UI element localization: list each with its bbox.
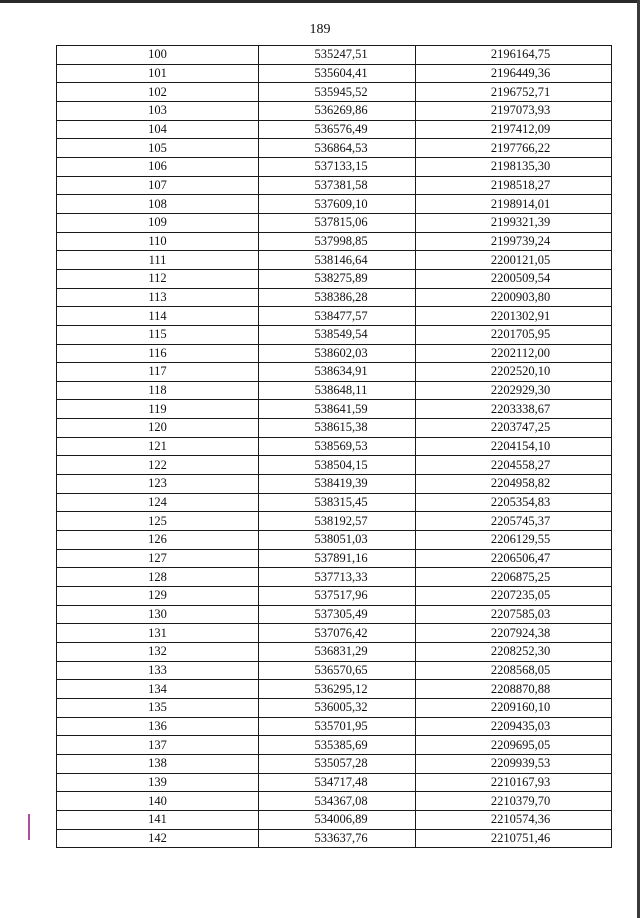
x-coordinate-cell: 537891,16 (259, 549, 416, 568)
y-coordinate-cell: 2204558,27 (416, 456, 612, 475)
x-coordinate-cell: 537381,58 (259, 176, 416, 195)
x-coordinate-cell: 536576,49 (259, 120, 416, 139)
table-row (57, 269, 612, 288)
y-coordinate-cell: 2209435,03 (416, 717, 612, 736)
y-coordinate-cell: 2205354,83 (416, 493, 612, 512)
point-number-cell: 118 (57, 381, 259, 400)
table-row (57, 698, 612, 717)
point-number-cell: 125 (57, 512, 259, 531)
x-coordinate-cell: 535604,41 (259, 64, 416, 83)
point-number-cell: 140 (57, 792, 259, 811)
x-coordinate-cell: 538386,28 (259, 288, 416, 307)
table-row (57, 213, 612, 232)
y-coordinate-cell: 2208252,30 (416, 643, 612, 662)
point-number-cell: 102 (57, 83, 259, 102)
point-number-cell: 119 (57, 400, 259, 419)
point-number-cell: 109 (57, 213, 259, 232)
x-coordinate-cell: 538615,38 (259, 419, 416, 438)
x-coordinate-cell: 534367,08 (259, 792, 416, 811)
point-number-cell: 136 (57, 717, 259, 736)
table-row (57, 773, 612, 792)
x-coordinate-cell: 538051,03 (259, 531, 416, 550)
y-coordinate-cell: 2201302,91 (416, 307, 612, 326)
scan-edge-top (0, 0, 640, 3)
x-coordinate-cell: 537133,15 (259, 157, 416, 176)
point-number-cell: 131 (57, 624, 259, 643)
y-coordinate-cell: 2205745,37 (416, 512, 612, 531)
point-number-cell: 122 (57, 456, 259, 475)
table-row (57, 512, 612, 531)
y-coordinate-cell: 2197766,22 (416, 139, 612, 158)
point-number-cell: 134 (57, 680, 259, 699)
y-coordinate-cell: 2208870,88 (416, 680, 612, 699)
table-row (57, 475, 612, 494)
point-number-cell: 100 (57, 46, 259, 65)
y-coordinate-cell: 2198135,30 (416, 157, 612, 176)
point-number-cell: 141 (57, 810, 259, 829)
point-number-cell: 133 (57, 661, 259, 680)
y-coordinate-cell: 2196164,75 (416, 46, 612, 65)
x-coordinate-cell: 535247,51 (259, 46, 416, 65)
x-coordinate-cell: 538648,11 (259, 381, 416, 400)
point-number-cell: 120 (57, 419, 259, 438)
point-number-cell: 121 (57, 437, 259, 456)
table-row (57, 83, 612, 102)
table-row (57, 661, 612, 680)
x-coordinate-cell: 536570,65 (259, 661, 416, 680)
table-row (57, 251, 612, 270)
x-coordinate-cell: 538634,91 (259, 363, 416, 382)
point-number-cell: 114 (57, 307, 259, 326)
x-coordinate-cell: 535701,95 (259, 717, 416, 736)
y-coordinate-cell: 2210167,93 (416, 773, 612, 792)
x-coordinate-cell: 536831,29 (259, 643, 416, 662)
point-number-cell: 101 (57, 64, 259, 83)
point-number-cell: 123 (57, 475, 259, 494)
table-row (57, 605, 612, 624)
table-row (57, 176, 612, 195)
point-number-cell: 111 (57, 251, 259, 270)
y-coordinate-cell: 2207924,38 (416, 624, 612, 643)
table-row (57, 157, 612, 176)
page-number: 189 (309, 22, 331, 37)
x-coordinate-cell: 536864,53 (259, 139, 416, 158)
table-row (57, 810, 612, 829)
x-coordinate-cell: 538146,64 (259, 251, 416, 270)
x-coordinate-cell: 537815,06 (259, 213, 416, 232)
x-coordinate-cell: 537305,49 (259, 605, 416, 624)
x-coordinate-cell: 538477,57 (259, 307, 416, 326)
point-number-cell: 113 (57, 288, 259, 307)
y-coordinate-cell: 2200509,54 (416, 269, 612, 288)
x-coordinate-cell: 538549,54 (259, 325, 416, 344)
y-coordinate-cell: 2200903,80 (416, 288, 612, 307)
y-coordinate-cell: 2196752,71 (416, 83, 612, 102)
point-number-cell: 106 (57, 157, 259, 176)
table-row (57, 419, 612, 438)
table-row (57, 195, 612, 214)
table-row (57, 624, 612, 643)
point-number-cell: 108 (57, 195, 259, 214)
table-row (57, 139, 612, 158)
point-number-cell: 117 (57, 363, 259, 382)
point-number-cell: 112 (57, 269, 259, 288)
table-row (57, 46, 612, 65)
table-row (57, 101, 612, 120)
x-coordinate-cell: 538569,53 (259, 437, 416, 456)
y-coordinate-cell: 2206506,47 (416, 549, 612, 568)
table-row (57, 307, 612, 326)
y-coordinate-cell: 2200121,05 (416, 251, 612, 270)
y-coordinate-cell: 2204958,82 (416, 475, 612, 494)
x-coordinate-cell: 536295,12 (259, 680, 416, 699)
point-number-cell: 116 (57, 344, 259, 363)
x-coordinate-cell: 533637,76 (259, 829, 416, 848)
x-coordinate-cell: 538602,03 (259, 344, 416, 363)
point-number-cell: 128 (57, 568, 259, 587)
point-number-cell: 135 (57, 698, 259, 717)
point-number-cell: 137 (57, 736, 259, 755)
x-coordinate-cell: 536269,86 (259, 101, 416, 120)
x-coordinate-cell: 535385,69 (259, 736, 416, 755)
point-number-cell: 138 (57, 754, 259, 773)
table-row (57, 232, 612, 251)
x-coordinate-cell: 537609,10 (259, 195, 416, 214)
y-coordinate-cell: 2208568,05 (416, 661, 612, 680)
y-coordinate-cell: 2198518,27 (416, 176, 612, 195)
table-row (57, 680, 612, 699)
point-number-cell: 104 (57, 120, 259, 139)
y-coordinate-cell: 2202520,10 (416, 363, 612, 382)
y-coordinate-cell: 2199321,39 (416, 213, 612, 232)
x-coordinate-cell: 538641,59 (259, 400, 416, 419)
y-coordinate-cell: 2207235,05 (416, 587, 612, 606)
y-coordinate-cell: 2202929,30 (416, 381, 612, 400)
table-row (57, 549, 612, 568)
x-coordinate-cell: 537998,85 (259, 232, 416, 251)
y-coordinate-cell: 2210574,36 (416, 810, 612, 829)
table-row (57, 792, 612, 811)
table-row (57, 829, 612, 848)
y-coordinate-cell: 2207585,03 (416, 605, 612, 624)
y-coordinate-cell: 2209160,10 (416, 698, 612, 717)
x-coordinate-cell: 535057,28 (259, 754, 416, 773)
x-coordinate-cell: 537713,33 (259, 568, 416, 587)
table-row (57, 64, 612, 83)
y-coordinate-cell: 2198914,01 (416, 195, 612, 214)
table-row (57, 456, 612, 475)
table-row (57, 120, 612, 139)
x-coordinate-cell: 538504,15 (259, 456, 416, 475)
y-coordinate-cell: 2196449,36 (416, 64, 612, 83)
x-coordinate-cell: 537076,42 (259, 624, 416, 643)
table-row (57, 643, 612, 662)
y-coordinate-cell: 2199739,24 (416, 232, 612, 251)
point-number-cell: 124 (57, 493, 259, 512)
x-coordinate-cell: 537517,96 (259, 587, 416, 606)
y-coordinate-cell: 2206129,55 (416, 531, 612, 550)
y-coordinate-cell: 2210379,70 (416, 792, 612, 811)
point-number-cell: 115 (57, 325, 259, 344)
y-coordinate-cell: 2206875,25 (416, 568, 612, 587)
table-row (57, 717, 612, 736)
point-number-cell: 142 (57, 829, 259, 848)
table-row (57, 531, 612, 550)
x-coordinate-cell: 534006,89 (259, 810, 416, 829)
table-row (57, 493, 612, 512)
x-coordinate-cell: 538275,89 (259, 269, 416, 288)
x-coordinate-cell: 538192,57 (259, 512, 416, 531)
table-row (57, 754, 612, 773)
y-coordinate-cell: 2197412,09 (416, 120, 612, 139)
point-number-cell: 127 (57, 549, 259, 568)
y-coordinate-cell: 2209939,53 (416, 754, 612, 773)
point-number-cell: 129 (57, 587, 259, 606)
y-coordinate-cell: 2202112,00 (416, 344, 612, 363)
x-coordinate-cell: 538315,45 (259, 493, 416, 512)
y-coordinate-cell: 2210751,46 (416, 829, 612, 848)
point-number-cell: 130 (57, 605, 259, 624)
table-row (57, 568, 612, 587)
x-coordinate-cell: 534717,48 (259, 773, 416, 792)
point-number-cell: 132 (57, 643, 259, 662)
point-number-cell: 126 (57, 531, 259, 550)
y-coordinate-cell: 2201705,95 (416, 325, 612, 344)
y-coordinate-cell: 2204154,10 (416, 437, 612, 456)
point-number-cell: 110 (57, 232, 259, 251)
y-coordinate-cell: 2209695,05 (416, 736, 612, 755)
x-coordinate-cell: 536005,32 (259, 698, 416, 717)
table-row (57, 400, 612, 419)
point-number-cell: 139 (57, 773, 259, 792)
coordinates-table-body (57, 46, 612, 848)
table-row (57, 288, 612, 307)
point-number-cell: 103 (57, 101, 259, 120)
table-row (57, 381, 612, 400)
table-row (57, 363, 612, 382)
x-coordinate-cell: 535945,52 (259, 83, 416, 102)
table-row (57, 736, 612, 755)
point-number-cell: 107 (57, 176, 259, 195)
table-row (57, 437, 612, 456)
y-coordinate-cell: 2197073,93 (416, 101, 612, 120)
table-row (57, 587, 612, 606)
y-coordinate-cell: 2203338,67 (416, 400, 612, 419)
coordinates-table (56, 45, 612, 848)
table-row (57, 344, 612, 363)
x-coordinate-cell: 538419,39 (259, 475, 416, 494)
scan-margin-mark (28, 814, 30, 840)
table-row (57, 325, 612, 344)
point-number-cell: 105 (57, 139, 259, 158)
y-coordinate-cell: 2203747,25 (416, 419, 612, 438)
